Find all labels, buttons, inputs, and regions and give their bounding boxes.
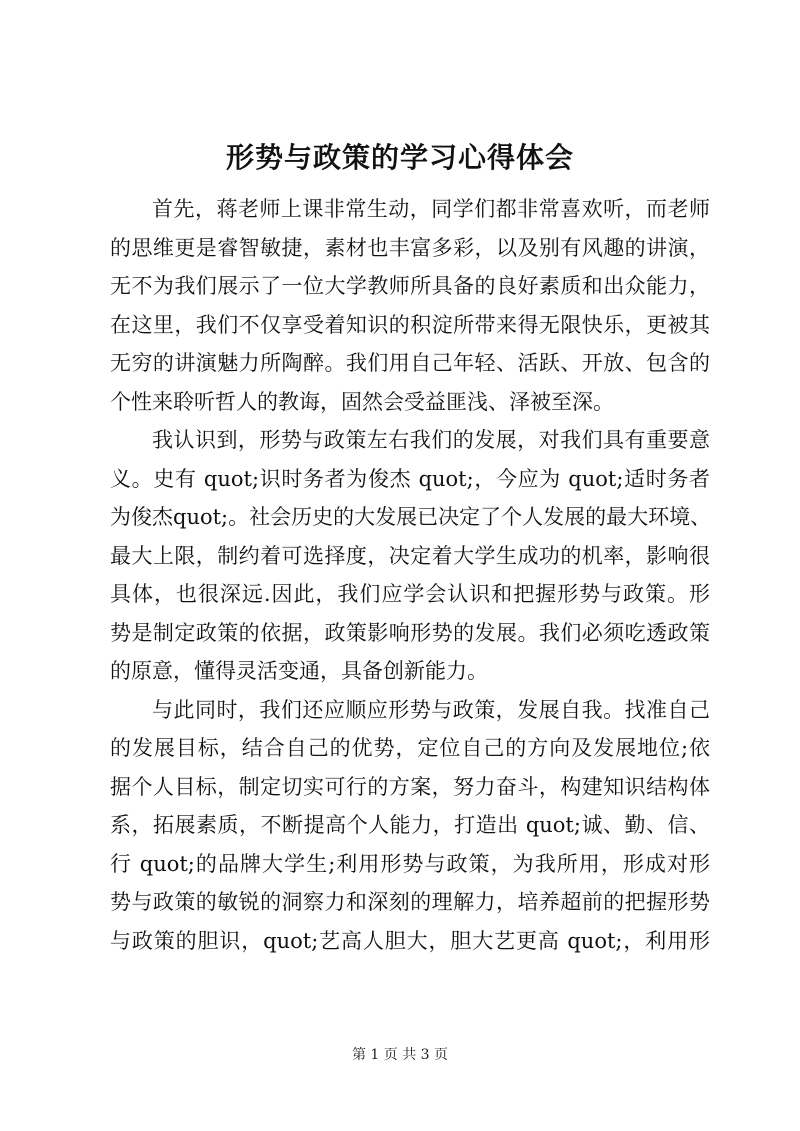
text-line: 无穷的讲演魅力所陶醉。我们用自己年轻、活跃、开放、包含的: [110, 351, 710, 375]
text-line: 义。史有 quot;识时务者为俊杰 quot;，今应为 quot;适时务者: [110, 466, 710, 491]
text-line: 与此同时，我们还应顺应形势与政策，发展自我。找准自己: [152, 697, 710, 722]
text-line: 系，拓展素质，不断提高个人能力，打造出 quot;诚、勤、信、: [110, 813, 710, 837]
text-line: 的发展目标，结合自己的优势，定位自己的方向及发展地位;依: [110, 736, 710, 760]
page-number-label: 第 1 页 共 3 页: [351, 1047, 449, 1063]
text-line: 势是制定政策的依据，政策影响形势的发展。我们必须吃透政策: [110, 620, 710, 645]
text-line: 与政策的胆识，quot;艺高人胆大，胆大艺更高 quot;，利用形: [110, 928, 710, 953]
text-line: 最大上限，制约着可选择度，决定着大学生成功的机率，影响很: [110, 543, 710, 568]
body-text: [110, 190, 710, 960]
text-line: 无不为我们展示了一位大学教师所具备的良好素质和出众能力，: [110, 274, 710, 298]
page-title: 形势与政策的学习心得体会: [225, 141, 574, 174]
text-line: 为俊杰quot;。社会历史的大发展已决定了个人发展的最大环境、: [110, 505, 712, 529]
text-line: 的思维更是睿智敏捷，素材也丰富多彩，以及别有风趣的讲演，: [110, 235, 710, 260]
page-footer: [0, 1045, 800, 1065]
text-line: 据个人目标，制定切实可行的方案，努力奋斗，构建知识结构体: [110, 774, 710, 799]
text-line: 首先，蒋老师上课非常生动，同学们都非常喜欢听，而老师: [152, 197, 710, 221]
text-line: 具体，也很深远.因此，我们应学会认识和把握形势与政策。形: [110, 582, 710, 606]
text-line: 在这里，我们不仅享受着知识的积淀所带来得无限快乐，更被其: [110, 312, 710, 337]
text-line: 行 quot;的品牌大学生;利用形势与政策，为我所用，形成对形: [110, 851, 710, 876]
text-line: 的原意，懂得灵活变通，具备创新能力。: [110, 659, 488, 683]
text-line: 个性来聆听哲人的教诲，固然会受益匪浅、泽被至深。: [110, 389, 614, 414]
text-line: 我认识到，形势与政策左右我们的发展，对我们具有重要意: [152, 428, 710, 452]
text-line: 势与政策的敏锐的洞察力和深刻的理解力，培养超前的把握形势: [110, 890, 710, 914]
